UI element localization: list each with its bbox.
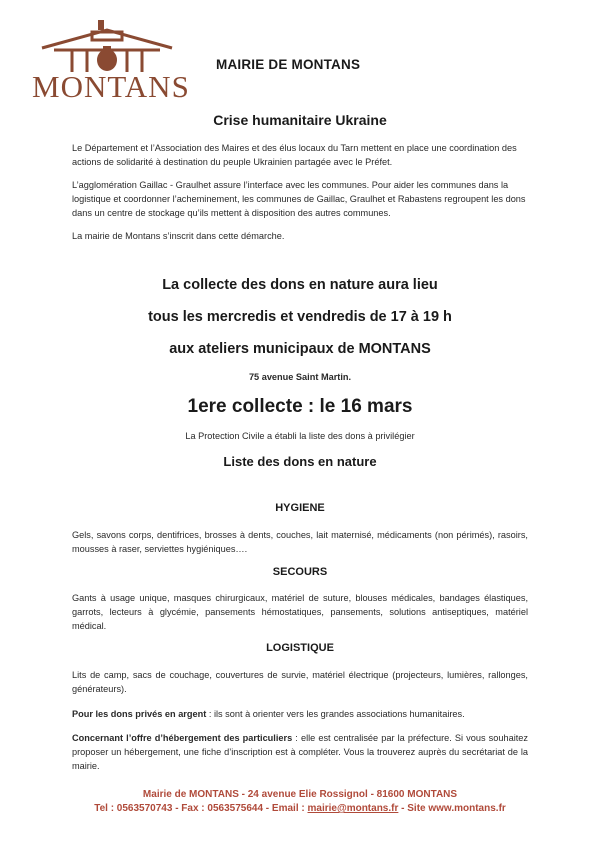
collecte-line-1: La collecte des dons en nature aura lieu [162,277,438,293]
donations-money-label: Pour les dons privés en argent [72,709,207,719]
collecte-line-2: tous les mercredis et vendredis de 17 à 19 h [148,309,452,325]
intro-paragraph-3: La mairie de Montans s’inscrit dans cette démarche. [72,231,285,241]
intro-paragraph-1: Le Département et l’Association des Maires et des élus locaux du Tarn mettent en place une coordination des actions de solidarité à destination du peuple Ukrainien partagée avec le Préfet. [72,143,517,167]
list-title: Liste des dons en nature [223,454,377,469]
housing-offer-text: : elle est centralisée par la préfecture. Si vous souhaitez proposer un hébergement, une fiche d’inscription est à compléter. Vous la trouverez auprès du secrétariat de la mairie. [72,733,529,771]
footer-email-link[interactable]: mairie@montans.fr [307,803,399,814]
footer-phone-fax: Tel : 0563570743 - Fax : 0563575644 - Email : [94,803,308,814]
protection-civile-note: La Protection Civile a établi la liste des dons à privilégier [185,431,415,441]
collecte-line-3: aux ateliers municipaux de MONTANS [169,341,431,357]
donations-money-note [72,707,528,721]
intro-paragraph-2: L’agglomération Gaillac - Graulhet assure l’interface avec les communes. Pour aider les communes dans la logistique et coordonner l’acheminement, les communes de Gaillac, Graulhet et Rabastens regroupent les dons dans un centre de stockage qu’ils mettent à disposition des autres communes. [72,180,526,218]
footer-address: Mairie de MONTANS - 24 avenue Elie Rossignol - 81600 MONTANS [142,789,458,800]
montans-logo [32,18,190,104]
section-title-secours: SECOURS [272,566,328,578]
housing-offer-note [72,731,528,773]
page-title: MAIRIE DE MONTANS [216,57,361,72]
section-text-logistique: Lits de camp, sacs de couchage, couvertures de survie, matériel électrique (projecteurs, lumières, rallonges, générateurs). [72,670,528,694]
crisis-heading: Crise humanitaire Ukraine [213,112,387,128]
first-collection-date: 1ere collecte : le 16 mars [187,396,413,417]
town-building-icon [32,18,182,74]
logo-wordmark: MONTANS [32,69,190,104]
donations-money-text: : ils sont à orienter vers les grandes associations humanitaires. [206,709,465,719]
section-title-logistique: LOGISTIQUE [266,642,334,654]
footer-contact [0,802,600,816]
collecte-address: 75 avenue Saint Martin. [248,372,352,382]
section-text-secours: Gants à usage unique, masques chirurgicaux, matériel de suture, blouses médicales, bandages élastiques, garrots, lecteurs à glycémie, pansements hémostatiques, pansements, solutions antiseptiques, matériel médical. [72,593,528,631]
section-text-hygiene: Gels, savons corps, dentifrices, brosses à dents, couches, lait maternisé, médicaments (non périmés), rasoirs, mousses à raser, serviettes hygiéniques…. [72,530,528,554]
section-title-hygiene: HYGIENE [275,502,325,514]
housing-offer-label: Concernant l’offre d’hébergement des particuliers [72,733,293,743]
footer-website[interactable]: - Site www.montans.fr [398,803,506,814]
